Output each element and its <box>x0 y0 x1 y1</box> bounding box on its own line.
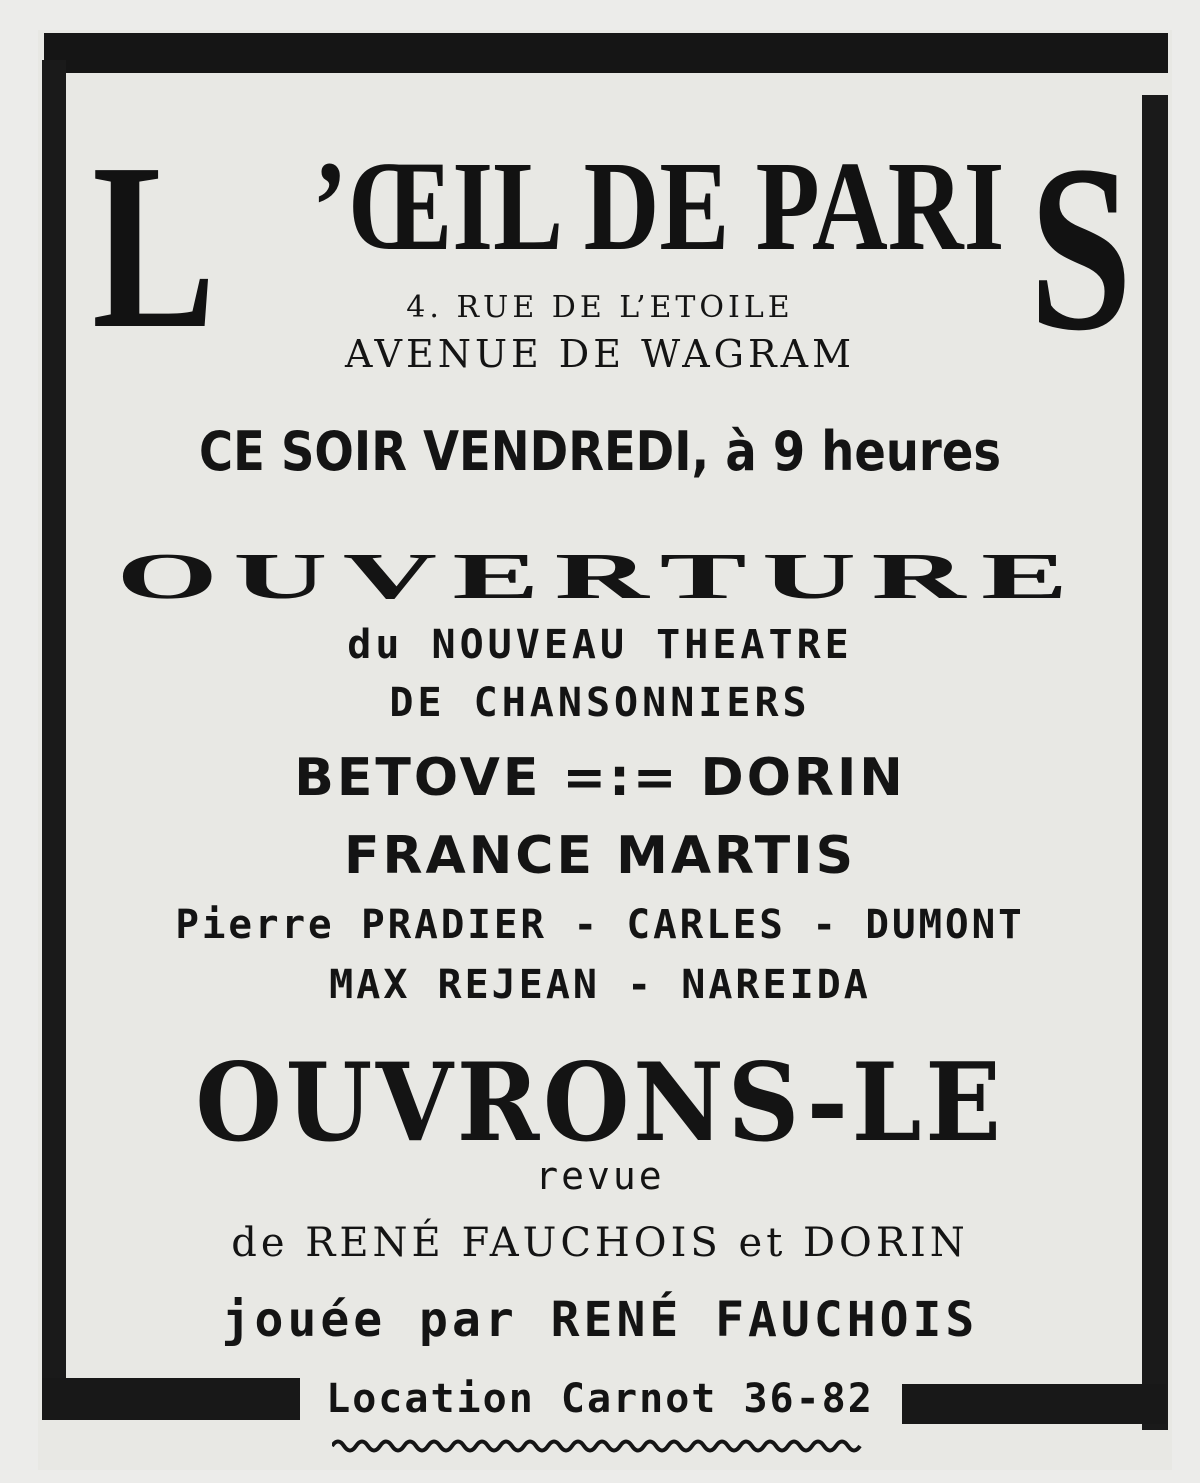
title-middle-text: ’ŒIL DE PARI <box>312 135 1005 277</box>
performers-line-4: MAX REJEAN - NAREIDA <box>329 962 871 1008</box>
performance-time: CE SOIR VENDREDI, à 9 heures <box>199 420 1001 483</box>
performers-line-3: Pierre PRADIER - CARLES - DUMONT <box>175 902 1025 948</box>
performers-line-1: BETOVE =:= DORIN <box>294 748 906 808</box>
frame-left-border <box>42 60 66 1410</box>
subtitle-line-2: DE CHANSONNIERS <box>389 680 811 726</box>
opening-headline: OUVERTURE <box>116 540 1084 613</box>
played-by: jouée par RENÉ FAUCHOIS <box>221 1292 979 1348</box>
address-line-1: 4. RUE DE L’ETOILE <box>406 290 794 325</box>
show-title: OUVRONS-LE <box>195 1040 1005 1166</box>
title-final-letter: S <box>1028 117 1132 380</box>
subtitle-line-1: du NOUVEAU THEATRE <box>347 622 853 668</box>
show-kind: revue <box>535 1154 665 1198</box>
box-office-location: Location Carnot 36-82 <box>326 1376 874 1422</box>
show-authors: de RENÉ FAUCHOIS et DORIN <box>231 1220 969 1266</box>
performers-line-2: FRANCE MARTIS <box>343 826 857 886</box>
wavy-underline-ornament <box>332 1434 868 1458</box>
title-initial-letter: L <box>92 115 216 378</box>
address-line-2: AVENUE DE WAGRAM <box>344 332 856 376</box>
frame-top-border <box>44 33 1168 73</box>
